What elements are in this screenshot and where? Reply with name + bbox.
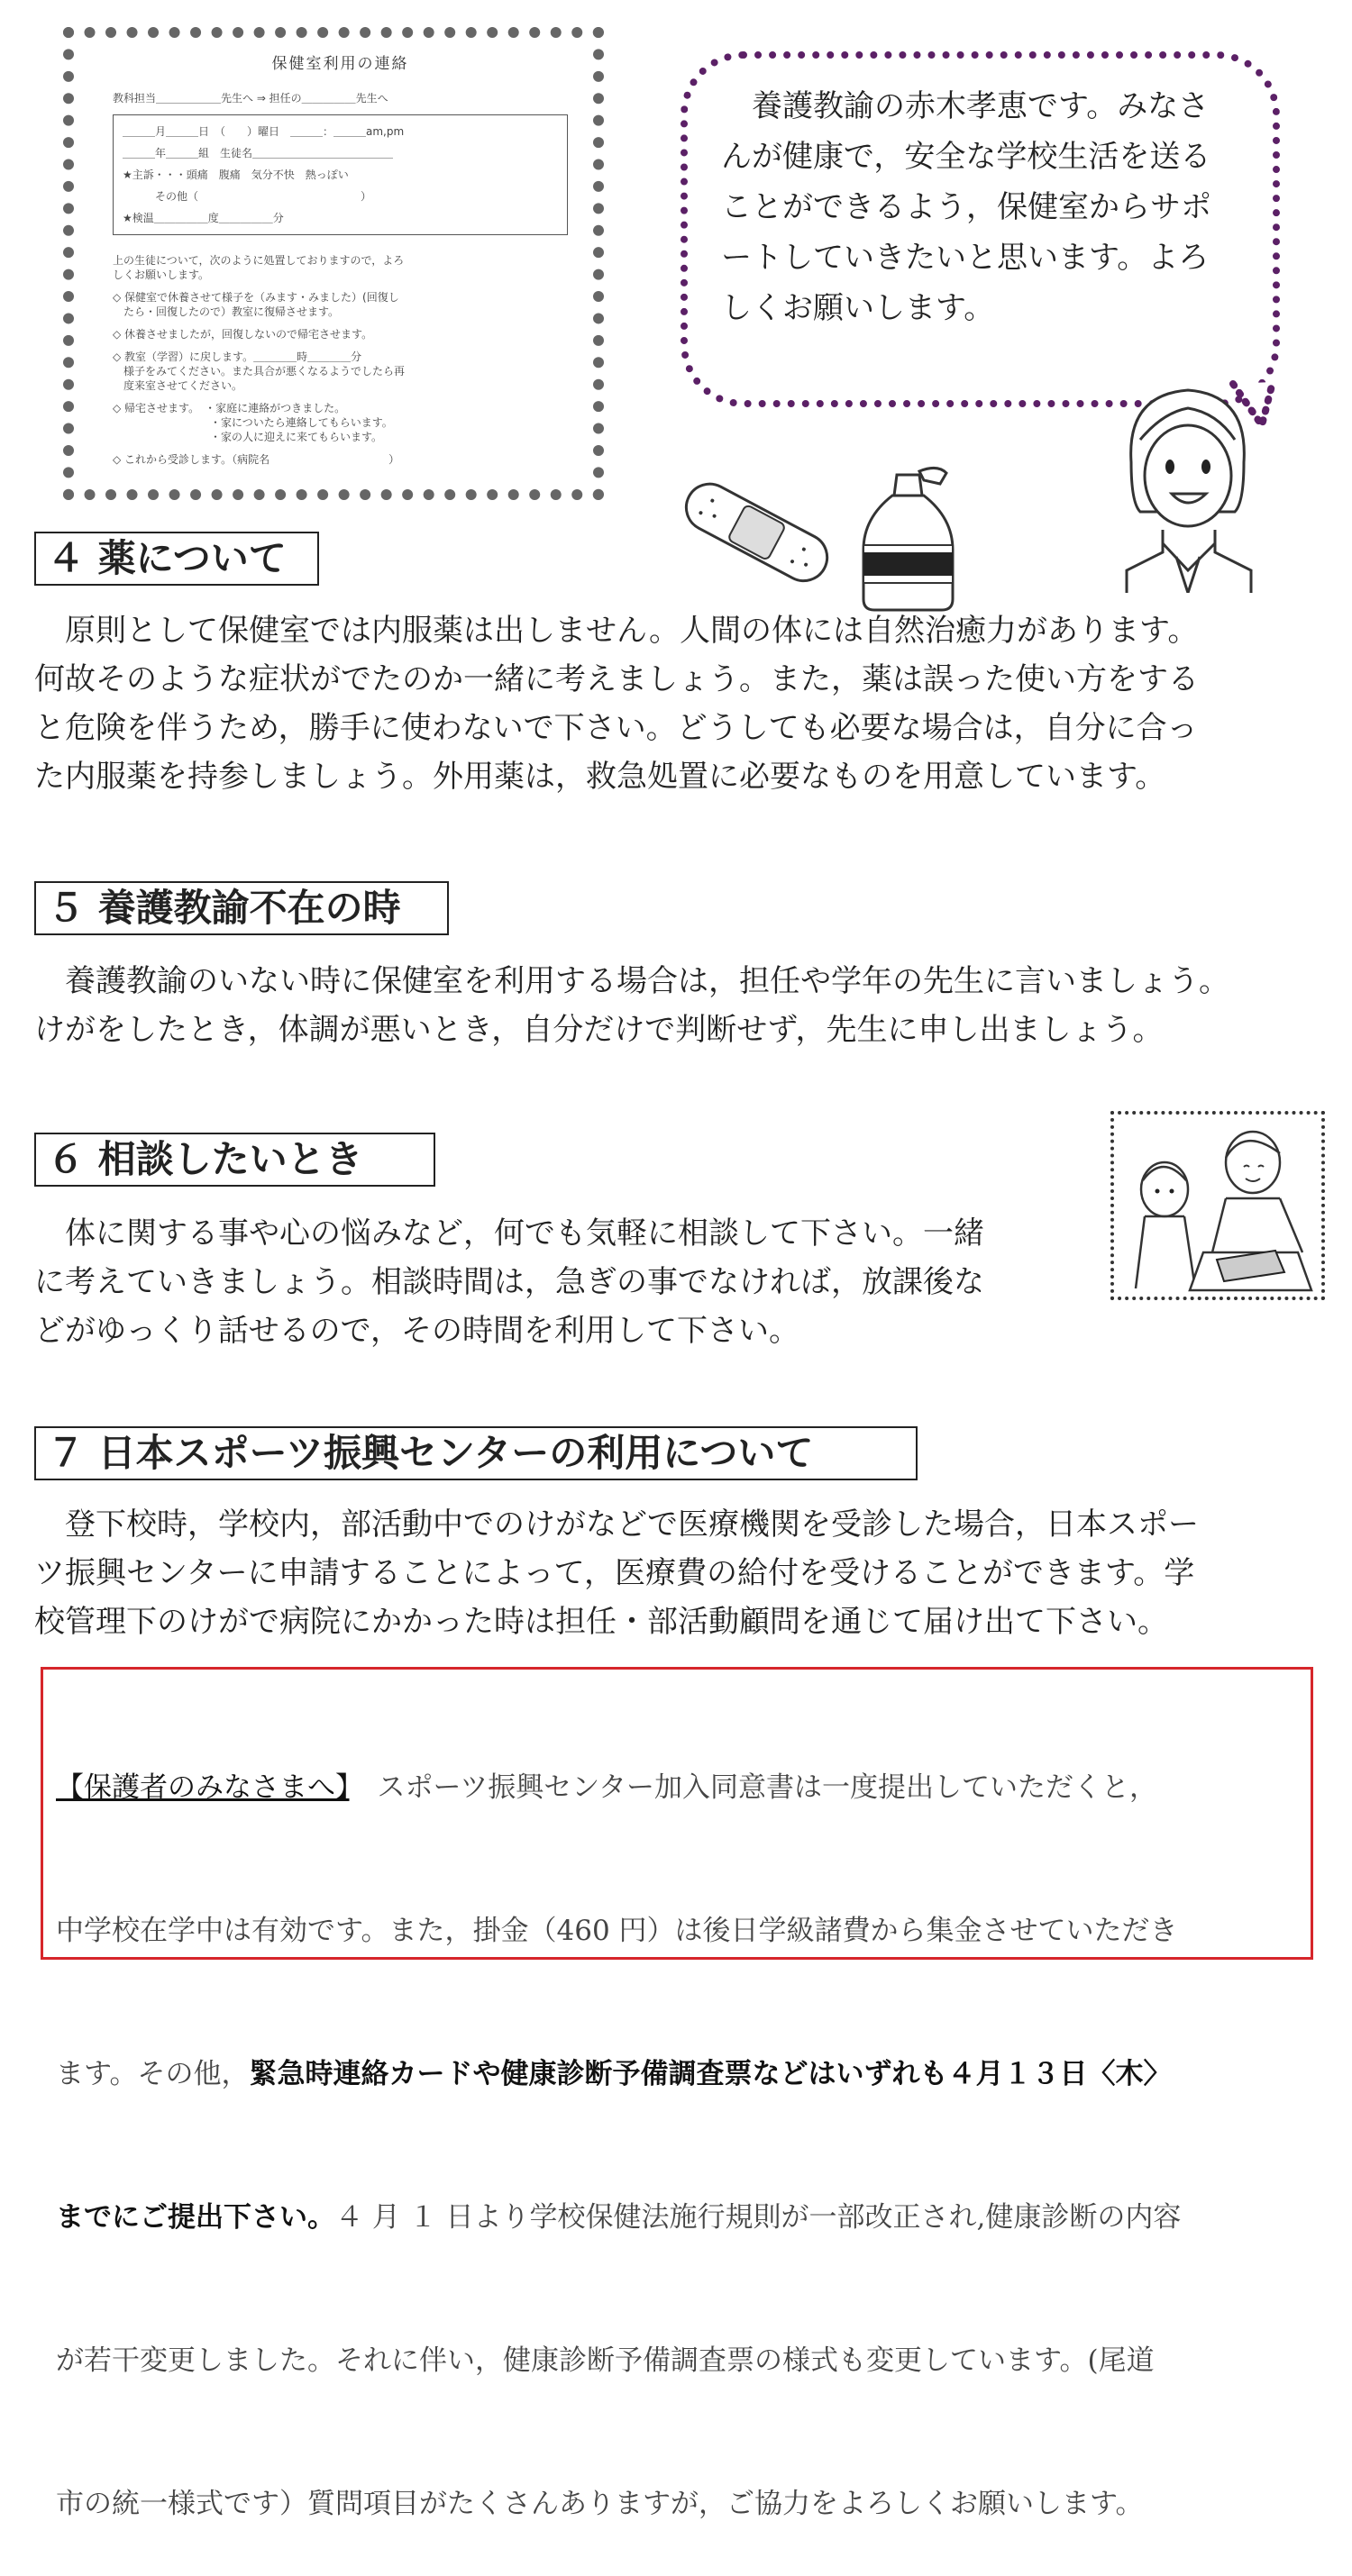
paragraph-line: 何故そのような症状がでたのか一緒に考えましょう。また，薬は誤った使い方をする (34, 661, 1199, 697)
bubble-line: ートしていきたいと思います。よろ (721, 240, 1210, 276)
notice-line: 中学校在学中は有効です。また，掛金（460 円）は後日学級諸費から集金させていただき (56, 1915, 1178, 1947)
form-info-box (113, 114, 568, 235)
bandage-icon (671, 464, 843, 599)
health-room-contact-form (63, 27, 604, 500)
section-7-heading: ７ 日本スポーツ振興センターの利用について (34, 1426, 918, 1480)
section-5-heading: ５ 養護教諭不在の時 (34, 881, 449, 935)
school-nurse-icon (1109, 377, 1266, 593)
paragraph-line: 養護教諭のいない時に保健室を利用する場合は，担任や学年の先生に言いましょう。 (34, 963, 1229, 999)
paragraph-line: に考えていきましょう。相談時間は，急ぎの事でなければ，放課後な (34, 1264, 984, 1300)
paragraph-line: ツ振興センターに申請することによって，医療費の給付を受けることができます。学 (34, 1555, 1195, 1591)
notice-text-run: ４ 月 １ 日より学校保健法施行規則が一部改正され,健康診断の内容 (335, 2201, 1182, 2234)
form-title: 保健室利用の連絡 (271, 55, 409, 73)
speech-bubble-text (721, 81, 1262, 333)
bubble-line: んが健康で，安全な学校生活を送る (721, 139, 1211, 175)
notice-deadline-text: までにご提出下さい。 (56, 2201, 335, 2234)
disinfectant-bottle-icon (852, 455, 964, 613)
paragraph-line: 登下校時，学校内，部活動中でのけがなどで医療機関を受診した場合，日本スポー (34, 1506, 1199, 1543)
guardian-notice-text (56, 1669, 1181, 2576)
form-note: ◇ 教室（学習）に戻します。＿＿＿＿時＿＿＿＿分 様子をみてください。また具合が悪くなるようでしたら再 度来室させてください。 (113, 350, 406, 392)
section-7-body (34, 1500, 1199, 1646)
notice-text-run: ます。その他， (56, 2058, 250, 2090)
paragraph-line: 校管理下のけがで病院にかかった時は担任・部活動顧問を通じて届け出て下さい。 (34, 1604, 1168, 1640)
paragraph-line: どがゆっくり話せるので，その時間を利用して下さい。 (34, 1313, 799, 1349)
paragraph-line: た内服薬を持参しましょう。外用薬は，救急処置に必要なものを用意しています。 (34, 759, 1166, 795)
bubble-line: ことができるよう，保健室からサポ (721, 189, 1211, 225)
form-line: その他（ ） (123, 189, 372, 203)
bubble-line: 養護教諭の赤木孝恵です。みなさ (721, 88, 1210, 124)
section-6-heading: ６ 相談したいとき (34, 1133, 435, 1187)
form-line: ★検温＿＿＿＿＿度＿＿＿＿＿分 (123, 211, 284, 224)
section-5-body (34, 957, 1229, 1054)
guardian-notice-label: 【保護者のみなさまへ】 (56, 1771, 350, 1804)
form-note: ◇ 休養させましたが，回復しないので帰宅させます。 (113, 327, 373, 341)
form-note: ◇ 帰宅させます。 ・家庭に連絡がつきました。 ・家についたら連絡してもらいます。 ・家の人に迎えに来てもらいます。 (113, 401, 393, 443)
notice-deadline-text: 緊急時連絡カードや健康診断予備調査票などはいずれも４月１３日〈木〉 (249, 2058, 1172, 2090)
form-note: ◇ 保健室で休養させて様子を（みます・みました）(回復し たら・回復したので）教室に復帰させます。 (113, 290, 399, 318)
form-note: 上の生徒について，次のように処置しておりますので，よろ しくお願いします。 (113, 253, 405, 281)
paragraph-line: と危険を伴うため，勝手に使わないで下さい。どうしても必要な場合は，自分に合っ (34, 710, 1198, 746)
section-4-body (34, 606, 1199, 801)
form-line: ★主訴・・・頭痛 腹痛 気分不快 熱っぽい (123, 168, 349, 181)
bubble-line: しくお願いします。 (721, 290, 995, 326)
form-line: ＿＿＿年＿＿＿組 生徒名＿＿＿＿＿＿＿＿＿＿＿＿＿ (123, 146, 394, 159)
consultation-icon (1118, 1117, 1318, 1294)
paragraph-line: 原則として保健室では内服薬は出しません。人間の体には自然治癒力があります。 (34, 613, 1199, 649)
form-note: ◇ これから受診します。（病院名 ） (113, 452, 400, 466)
notice-text-run: スポーツ振興センター加入同意書は一度提出していただくと， (349, 1771, 1158, 1804)
paragraph-line: けがをしたとき，体調が悪いとき，自分だけで判断せず，先生に申し出ましょう。 (34, 1012, 1164, 1048)
paragraph-line: 体に関する事や心の悩みなど，何でも気軽に相談して下さい。一緒 (34, 1215, 984, 1252)
form-line: ＿＿＿月＿＿＿日 （ ）曜日 ＿＿＿：＿＿＿am,pm (123, 124, 405, 138)
section-4-heading: ４ 薬について (34, 532, 319, 586)
notice-line: 市の統一様式です）質問項目がたくさんありますが，ご協力をよろしくお願いします。 (56, 2488, 1144, 2520)
section-6-body (34, 1209, 984, 1355)
notice-line: が若干変更しました。それに伴い，健康診断予備調査票の様式も変更しています。(尾道 (56, 2344, 1155, 2377)
form-to-line: 教科担当＿＿＿＿＿＿先生へ ⇒ 担任の＿＿＿＿＿先生へ (113, 92, 388, 105)
